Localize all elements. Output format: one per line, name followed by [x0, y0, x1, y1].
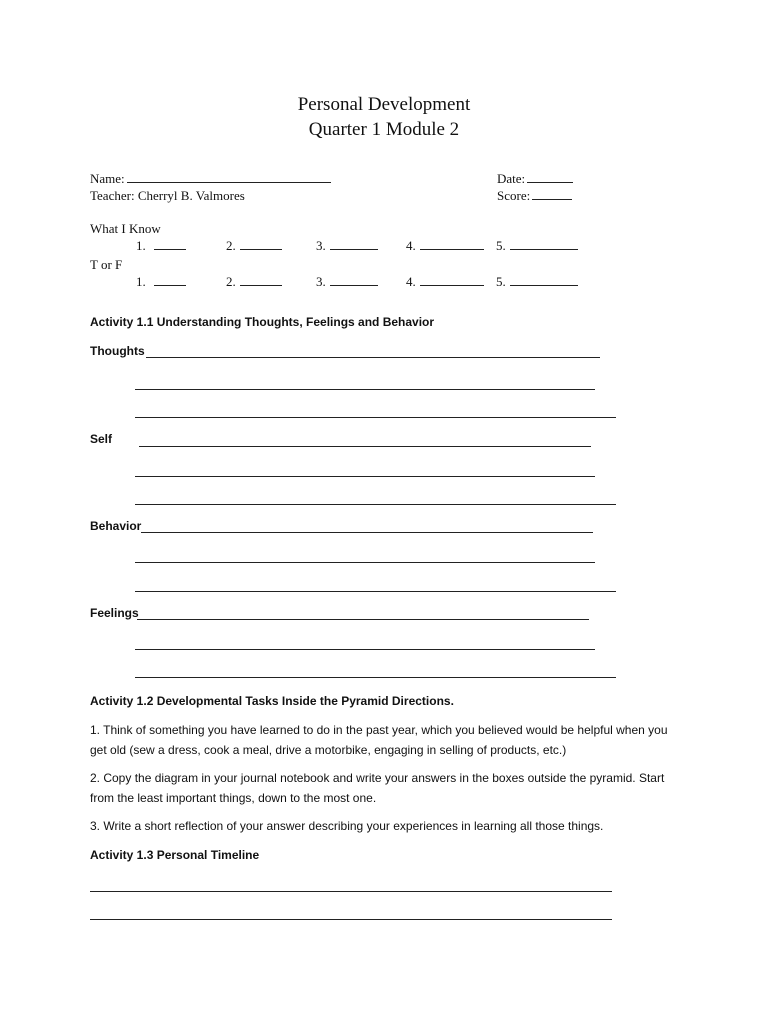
answer-line[interactable] [139, 446, 591, 447]
activity-1-2-step-1: 1. Think of something you have learned to do in the past year, which you believed would be helpful when you get old (sew a dress, cook a meal, drive a motorbike, engaging in selling of products, etc.) [90, 723, 668, 757]
score-label: Score: [497, 188, 531, 203]
answer-item: 1. [136, 273, 186, 290]
answer-blank[interactable] [510, 237, 578, 250]
answer-blank[interactable] [510, 273, 578, 286]
title-line-1: Personal Development [297, 94, 471, 115]
answer-line[interactable] [146, 357, 600, 358]
answer-item: 4. [406, 237, 484, 254]
activity-1-2-step-2: 2. Copy the diagram in your journal notebook and write your answers in the boxes outside the pyramid. Start from the least important things, down to the most one. [90, 771, 665, 805]
name-field [90, 170, 331, 187]
answer-item: 3. [316, 237, 378, 254]
self-label: Self [90, 432, 113, 446]
answer-line[interactable] [137, 619, 589, 620]
behavior-label: Behavior [90, 519, 142, 533]
answer-item: 3. [316, 273, 378, 290]
feelings-label: Feelings [90, 606, 139, 620]
activity-1-1-title: Activity 1.1 Understanding Thoughts, Feelings and Behavior [90, 315, 435, 329]
answer-line[interactable] [90, 919, 612, 920]
answer-line[interactable] [135, 591, 616, 592]
answer-item: 1. [136, 237, 186, 254]
what-i-know-label: What I Know [90, 221, 161, 236]
answer-item: 2. [226, 273, 282, 290]
teacher-name: Cherryl B. Valmores [137, 188, 245, 203]
answer-line[interactable] [135, 389, 595, 390]
activity-1-3-title: Activity 1.3 Personal Timeline [90, 848, 260, 862]
answer-blank[interactable] [154, 273, 186, 286]
t-or-f-label: T or F [90, 257, 123, 272]
answer-line[interactable] [90, 891, 612, 892]
activity-1-2-step-3: 3. Write a short reflection of your answer describing your experiences in learning all those things. [90, 819, 604, 833]
document-title [0, 92, 768, 142]
teacher-label: Teacher: [90, 188, 135, 203]
t-or-f-answers [0, 273, 768, 290]
answer-item: 5. [496, 273, 578, 290]
score-blank[interactable] [532, 187, 572, 200]
date-blank[interactable] [527, 170, 573, 183]
answer-line[interactable] [141, 532, 593, 533]
answer-line[interactable] [135, 417, 616, 418]
activity-1-2-title: Activity 1.2 Developmental Tasks Inside the Pyramid Directions. [90, 694, 454, 708]
answer-item: 5. [496, 237, 578, 254]
answer-blank[interactable] [330, 237, 378, 250]
answer-line[interactable] [135, 476, 595, 477]
answer-line[interactable] [135, 649, 595, 650]
answer-item: 4. [406, 273, 484, 290]
answer-line[interactable] [135, 562, 595, 563]
self-row [90, 431, 610, 447]
answer-blank[interactable] [240, 237, 282, 250]
title-line-2: Quarter 1 Module 2 [308, 119, 460, 140]
name-blank[interactable] [127, 170, 331, 183]
answer-blank[interactable] [420, 273, 484, 286]
score-field [497, 187, 572, 204]
date-label: Date: [497, 171, 526, 186]
answer-line[interactable] [135, 677, 616, 678]
answer-blank[interactable] [420, 237, 484, 250]
answer-blank[interactable] [330, 273, 378, 286]
answer-item: 2. [226, 237, 282, 254]
date-field [497, 170, 573, 187]
answer-line[interactable] [135, 504, 616, 505]
name-label: Name: [90, 171, 125, 186]
answer-blank[interactable] [240, 273, 282, 286]
thoughts-label: Thoughts [90, 344, 145, 358]
what-i-know-answers [0, 237, 768, 254]
teacher-field [90, 187, 245, 204]
answer-blank[interactable] [154, 237, 186, 250]
